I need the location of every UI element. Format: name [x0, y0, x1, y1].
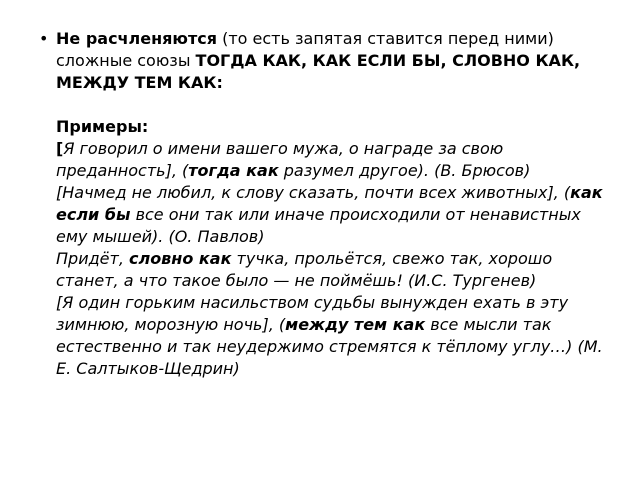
example-conjunction: словно как	[128, 249, 232, 268]
bullet-dot: •	[39, 29, 49, 48]
example-text: [Я один горьким насильством судьбы вынужден ехать в эту зимнюю, морозную ночь], (	[56, 293, 569, 334]
bullet-item	[39, 28, 616, 380]
rule-middle: (то есть запятая ставится перед ними) сложные союзы	[56, 29, 554, 70]
rule-lead: Не расчленяются	[56, 29, 218, 48]
example-1	[56, 138, 616, 182]
example-text: все они так или иначе происходили от ненавистных ему мышей). (О. Павлов)	[56, 205, 581, 246]
example-text: все мысли так естественно и так неудержимо стремятся к тёплому углу…) (М. Е. Салтыков-Щедрин)	[56, 315, 603, 378]
example-conjunction: между тем как	[285, 315, 426, 334]
example-conjunction: тогда как	[188, 161, 279, 180]
examples-heading: Примеры:	[56, 117, 149, 136]
example-text: разумел другое). (В. Брюсов)	[278, 161, 531, 180]
example-open-bracket: [	[56, 139, 64, 158]
example-text: Я говорил о имени вашего мужа, о награде за свою преданность], (	[56, 139, 504, 180]
example-2	[56, 182, 616, 248]
example-text: тучка, прольётся, свежо так, хорошо станет, а что такое было — не поймёшь! (И.С. Тургенев)	[56, 249, 553, 290]
rule-conjunctions: ТОГДА КАК, КАК ЕСЛИ БЫ, СЛОВНО КАК, МЕЖДУ ТЕМ КАК:	[56, 51, 581, 92]
example-conjunction: как если бы	[56, 183, 603, 224]
example-3	[56, 248, 616, 292]
example-text: Придёт,	[56, 249, 129, 268]
example-text: [Начмед не любил, к слову сказать, почти всех животных], (	[56, 183, 571, 202]
spacer	[56, 94, 616, 116]
rule-text	[56, 28, 616, 94]
example-4	[56, 292, 616, 380]
